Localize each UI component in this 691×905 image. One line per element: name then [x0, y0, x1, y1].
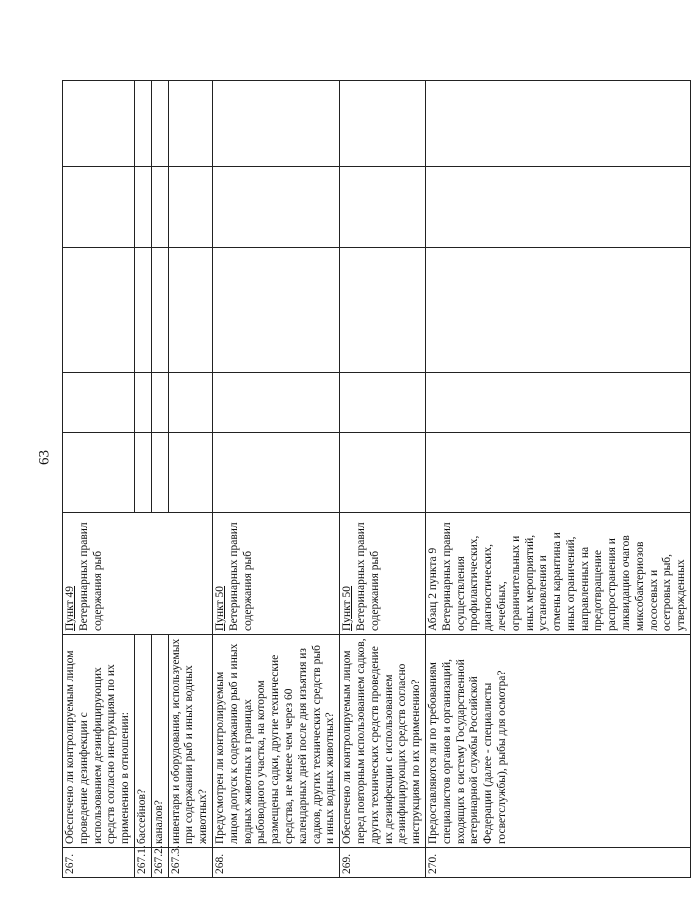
empty-cell: [168, 167, 212, 248]
question-text: Предусмотрен ли контролируемым лицом допуск к содержанию рыб и иных водных животных в границах рыбоводного участка, на котором размещены садки, другие технические средства, не менее чем через 60 календарных дней после дня изъятия из садков, других технических средств рыб и иных водных животных?: [212, 635, 339, 848]
empty-cell: [63, 167, 135, 248]
empty-cell: [151, 248, 168, 373]
reference-link[interactable]: Пункт 50: [213, 585, 226, 631]
checklist-table: [62, 80, 691, 878]
empty-cell: [151, 81, 168, 167]
table-row-268: [212, 81, 339, 878]
empty-cell: [168, 373, 212, 433]
empty-cell: [134, 373, 151, 433]
legal-reference: [340, 513, 426, 635]
table-row-269: [340, 81, 426, 878]
empty-cell: [151, 167, 168, 248]
reference-link[interactable]: Пункт 49: [64, 585, 76, 631]
question-text: Обеспечено ли контролируемым лицом перед повторным использованием садков, других технических средств проведение их дезинфекции с использованием дезинфицирующих средств согласно инструкциям по их применению?: [340, 635, 426, 848]
table-row-267-1: [134, 81, 151, 878]
empty-cell: [340, 373, 426, 433]
row-number: 267.1.: [134, 848, 151, 878]
empty-cell: [168, 248, 212, 373]
question-text: инвентаря и оборудования, используемых при содержании рыб и иных водных животных?: [168, 635, 212, 848]
question-text: бассейнов?: [134, 635, 151, 848]
empty-cell: [134, 248, 151, 373]
table-row-267-3: [168, 81, 212, 878]
empty-cell: [425, 248, 690, 373]
row-number: 267.3.: [168, 848, 212, 878]
empty-cell: [425, 433, 690, 513]
empty-cell: [63, 248, 135, 373]
empty-cell: [63, 81, 135, 167]
empty-cell: [151, 373, 168, 433]
inspection-table-rotated: [62, 81, 688, 878]
page-number: 63: [36, 450, 53, 465]
question-text: Обеспечено ли контролируемым лицом проведение дезинфекции с использованием дезинфицирующих средств согласно инструкциям по их применению в отношении:: [63, 635, 135, 848]
empty-cell: [340, 167, 426, 248]
table-row-270: [425, 81, 690, 878]
legal-reference: [63, 513, 213, 635]
table-row-267-2: [151, 81, 168, 878]
empty-cell: [134, 81, 151, 167]
row-number: 267.: [63, 848, 135, 878]
row-number: 269.: [340, 848, 426, 878]
empty-cell: [151, 433, 168, 513]
empty-cell: [425, 167, 690, 248]
reference-text: Ветеринарных правил содержания рыб: [227, 522, 254, 631]
question-text: каналов?: [151, 635, 168, 848]
row-number: 267.2.: [151, 848, 168, 878]
empty-cell: [63, 433, 135, 513]
empty-cell: [425, 81, 690, 167]
empty-cell: [212, 433, 339, 513]
empty-cell: [212, 167, 339, 248]
reference-link[interactable]: Пункт 50: [341, 585, 354, 631]
row-number: 268.: [212, 848, 339, 878]
empty-cell: [212, 248, 339, 373]
reference-text: Ветеринарных правил содержания рыб: [354, 522, 381, 631]
table-row-267: [63, 81, 135, 878]
legal-reference: [425, 513, 690, 635]
empty-cell: [425, 373, 690, 433]
legal-reference: [212, 513, 339, 635]
empty-cell: [134, 433, 151, 513]
question-text: Предоставляются ли по требованиям специалистов органов и организаций, входящих в систему Государственной ветеринарной службы Российской Федерации (далее - специалисты госветслужбы), рыбы для осмотра?: [425, 635, 690, 848]
empty-cell: [340, 433, 426, 513]
empty-cell: [134, 167, 151, 248]
empty-cell: [168, 81, 212, 167]
empty-cell: [212, 81, 339, 167]
empty-cell: [340, 81, 426, 167]
row-number: 270.: [425, 848, 690, 878]
empty-cell: [63, 373, 135, 433]
reference-text: Абзац 2 пункта 9 Ветеринарных правил осуществления профилактических, диагностических, лечебных, ограничительных и иных мероприятий, установления и отмены карантина и иных ограничений, направленных на предотвращение распространения и ликвидацию очагов миксобактериозов лососевых и осетровых рыб, утвержденных: [426, 522, 688, 631]
empty-cell: [340, 248, 426, 373]
reference-text: Ветеринарных правил содержания рыб: [77, 522, 104, 631]
empty-cell: [168, 433, 212, 513]
empty-cell: [212, 373, 339, 433]
